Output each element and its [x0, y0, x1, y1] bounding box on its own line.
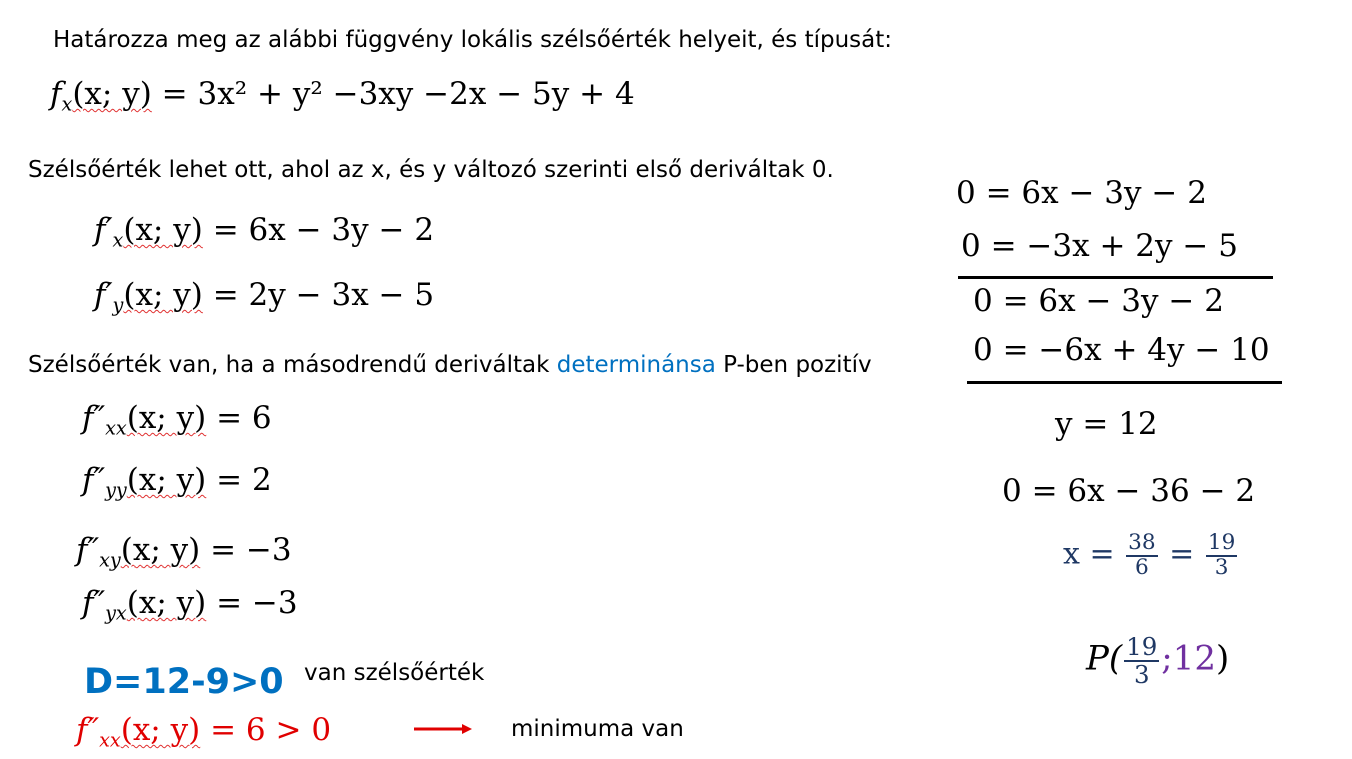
function-rhs: = 3x² + y² −3xy −2x − 5y + 4: [161, 76, 635, 112]
function-definition: [50, 76, 635, 116]
system-eq3: 0 = 6x − 3y − 2: [973, 283, 1224, 319]
determinant-link[interactable]: determinánsa: [556, 352, 716, 378]
first-derivative-x: $f'_x(x$; y) = 6x − 3y − 2: [94, 212, 435, 252]
step2-text: Szélsőérték van, ha a másodrendű deriváltak determinánsa P-ben pozitív: [28, 352, 872, 378]
x-result: x = $\frac{38}{6}$ = $\frac{19}{3}$: [1063, 530, 1236, 580]
y-result: y = 12: [1055, 406, 1158, 442]
point-x-fraction: $\frac{19}{3}$: [1126, 632, 1158, 689]
point-y: ;12: [1161, 638, 1217, 679]
second-derivative-yy: $f''_{yy}(x$; y) = 2: [82, 462, 272, 502]
x-fraction-2: $\frac{19}{3}$: [1207, 530, 1236, 580]
task-title: Határozza meg az alábbi függvény lokális szélsőérték helyeit, és típusát:: [53, 27, 893, 53]
point-p: P( $\frac{19}{3}$ ;12): [1086, 632, 1230, 689]
conclusion-expression: $f''_{xx}(x$; y) = 6 > 0: [76, 712, 332, 752]
arrow-right-icon: [412, 721, 474, 737]
x-fraction-1: $\frac{38}{6}$: [1128, 530, 1156, 580]
substitution-equation: 0 = 6x − 36 − 2: [1002, 473, 1256, 509]
second-derivative-xy: $f''_{xy}(x$; y) = −3: [76, 532, 292, 572]
second-derivative-xx: $f''_{xx}(x$; y) = 6: [82, 400, 272, 440]
system-eq2: 0 = −3x + 2y − 5: [961, 228, 1238, 264]
function-name: f: [50, 76, 62, 112]
determinant-note: van szélsőérték: [304, 660, 485, 686]
function-subscript: x: [61, 92, 73, 116]
second-derivative-yx: $f''_{yx}(x$; y) = −3: [82, 585, 298, 625]
separator-line-1: [958, 276, 1273, 279]
system-eq1: 0 = 6x − 3y − 2: [956, 175, 1207, 211]
step1-text: Szélsőérték lehet ott, ahol az x, és y változó szerinti első deriváltak 0.: [28, 157, 834, 183]
system-eq4: 0 = −6x + 4y − 10: [973, 332, 1270, 368]
first-derivative-y: $f'_y(x$; y) = 2y − 3x − 5: [94, 277, 435, 317]
determinant-expression: D=12-9>0: [84, 662, 284, 702]
separator-line-2: [967, 381, 1282, 384]
conclusion-result: minimuma van: [511, 716, 684, 742]
function-args: (x; y): [72, 76, 152, 112]
